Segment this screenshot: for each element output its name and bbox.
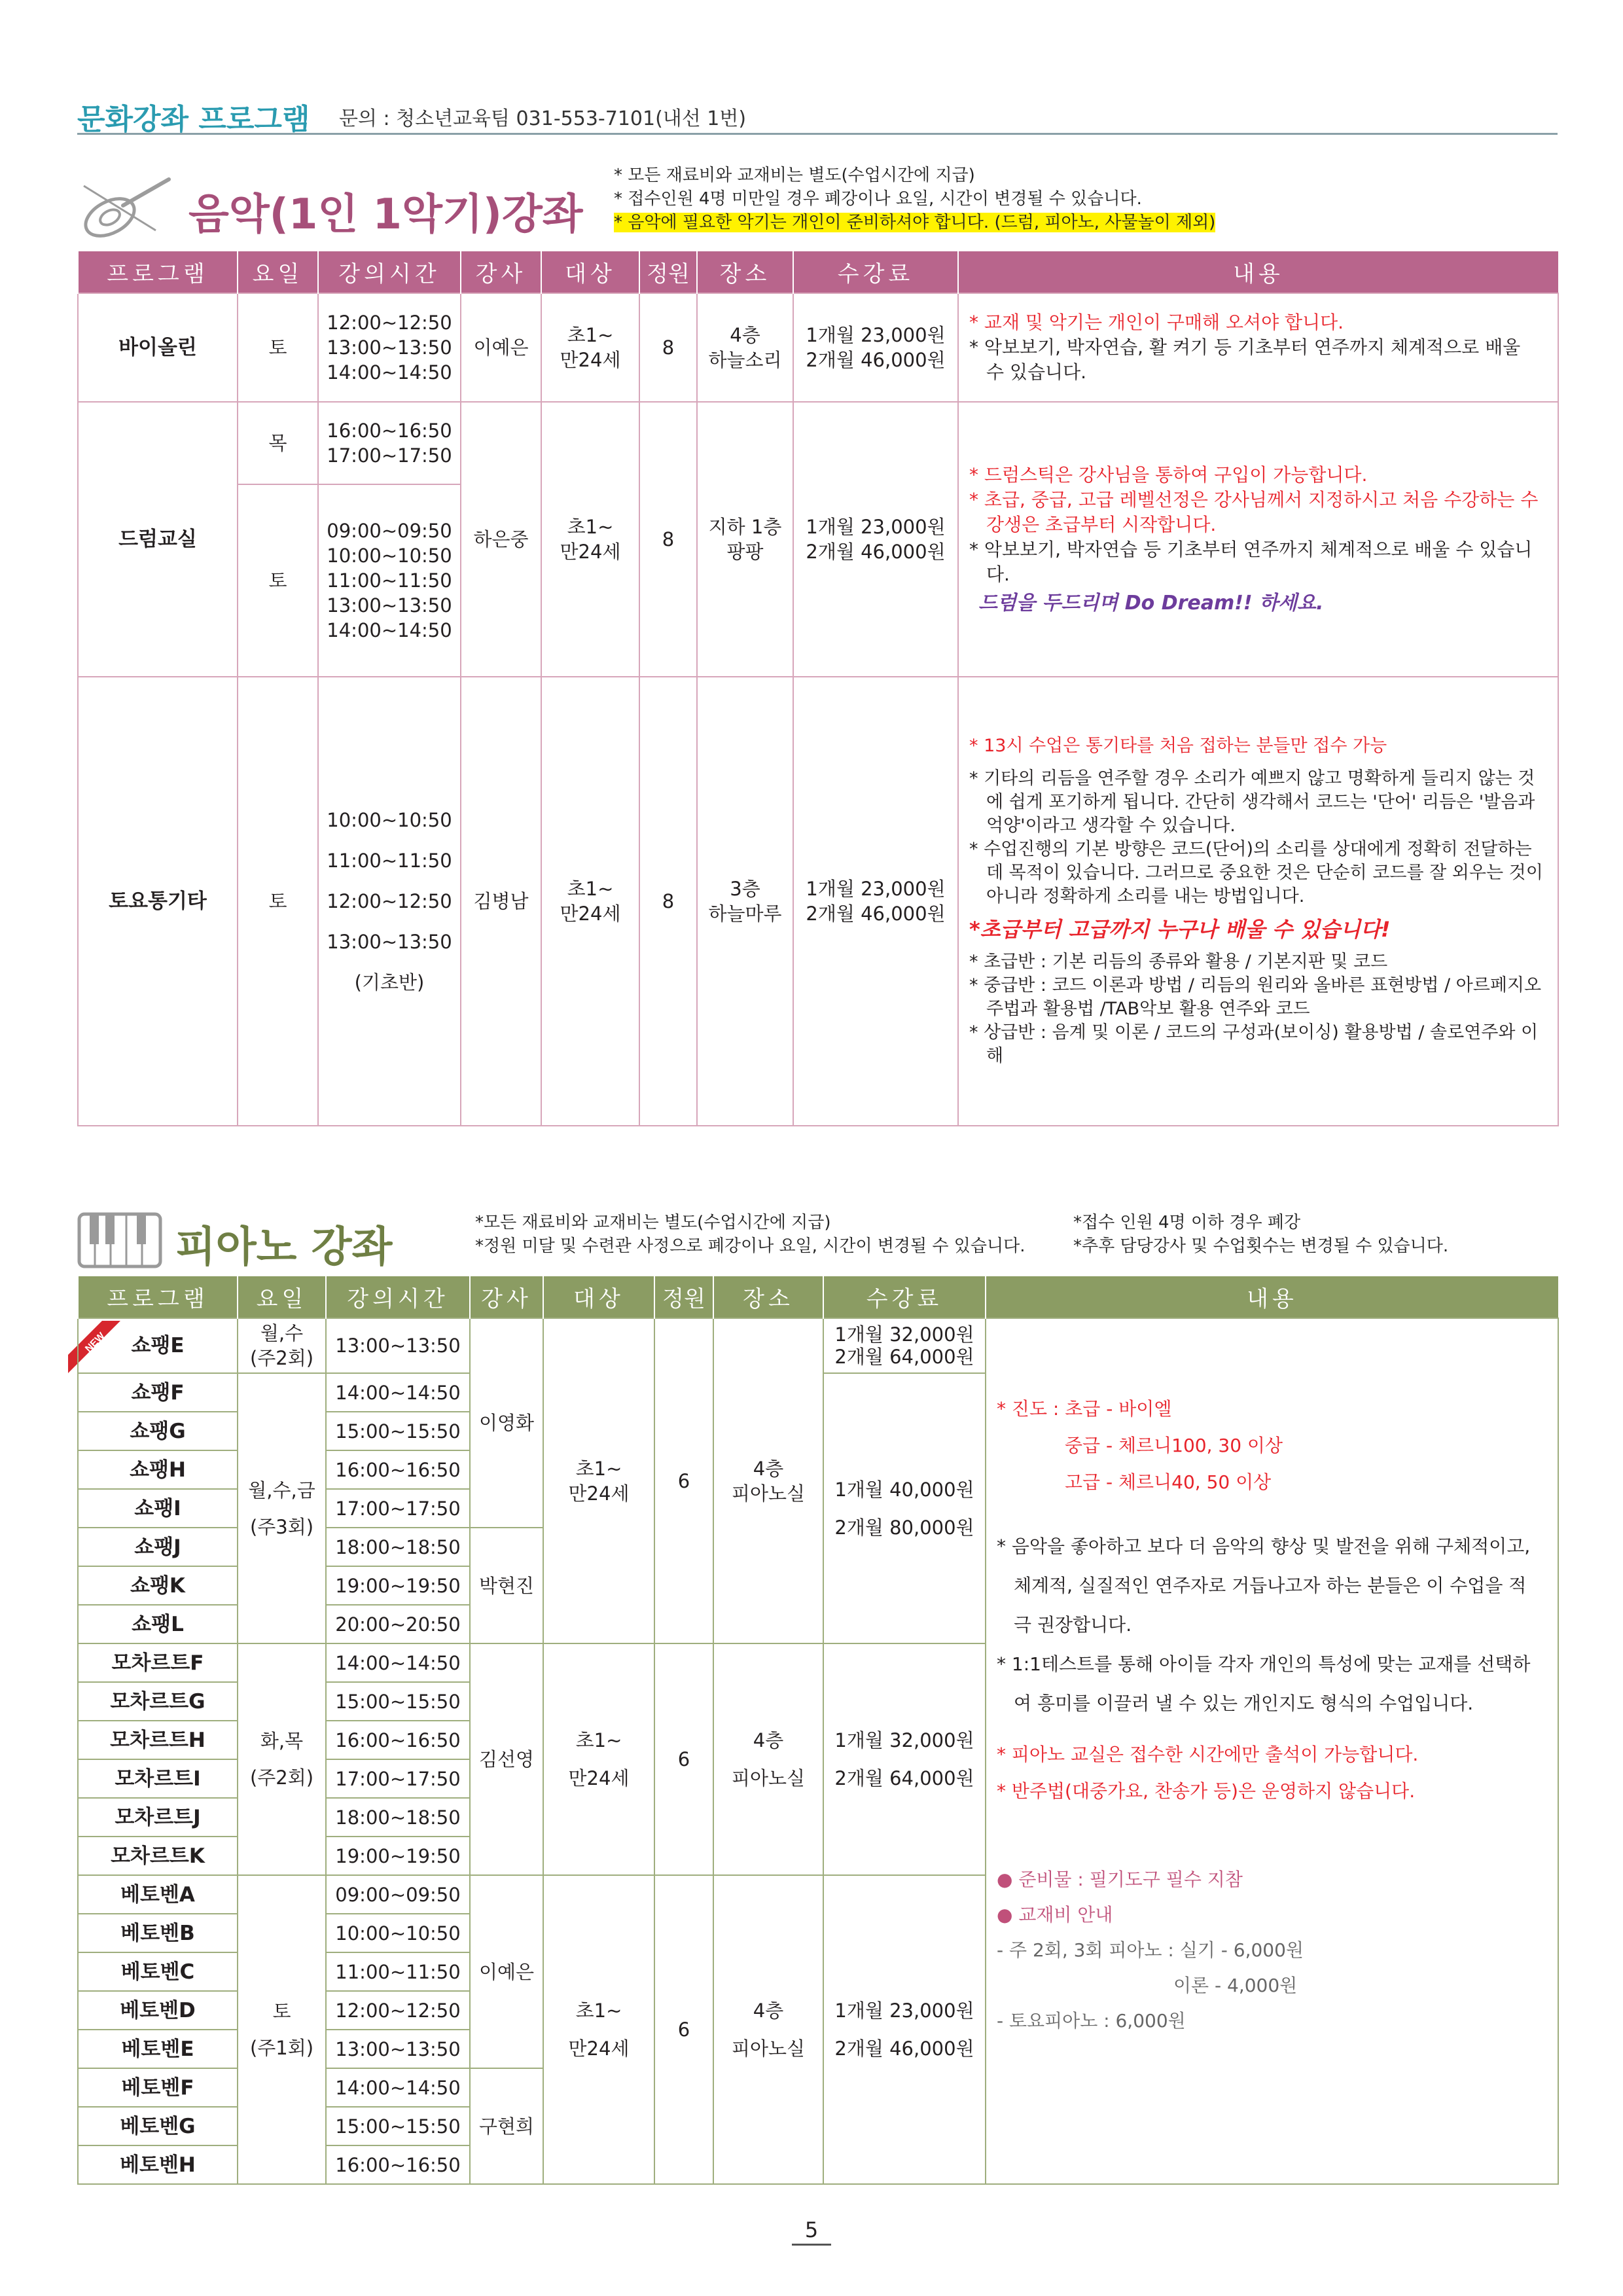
fee-line: 1개월 32,000원 — [834, 1323, 974, 1346]
content-line: * 진도 : 초급 - 바이엘 — [997, 1398, 1172, 1420]
col-teacher: 강사 — [461, 251, 541, 293]
target-line: 초1~ — [567, 324, 614, 346]
program-name: 베토벤G — [78, 2107, 238, 2145]
place-line: 지하 1층 — [708, 516, 782, 538]
new-badge-text: NEW — [82, 1330, 107, 1355]
place — [713, 1643, 823, 1875]
teacher: 이영화 — [470, 1318, 543, 1528]
program-name: 쇼팽L — [78, 1605, 238, 1643]
class-time: 14:00~14:50 — [326, 1373, 470, 1412]
content-line: * 수업진행의 기본 방향은 코드(단어)의 소리를 상대에게 정확히 전달하는데 목적이 있습니다. 그러므로 중요한 것은 단순히 코드를 잘 외우는 것이 아니라 정확하게 소리를 내는 방법입니다. — [969, 839, 1543, 906]
piano-keys-icon — [77, 1212, 162, 1268]
content-line: * 초급반 : 기본 리듬의 종류와 활용 / 기본지판 및 코드 — [969, 952, 1388, 972]
class-time: 09:00~09:50 — [326, 1875, 470, 1914]
class-time: 15:00~15:50 — [326, 1682, 470, 1721]
class-time: 19:00~19:50 — [326, 1566, 470, 1605]
time-slot: 11:00~11:50 — [327, 569, 452, 592]
target — [543, 1643, 654, 1875]
program-name: 모차르트J — [78, 1798, 238, 1837]
col-teacher: 강사 — [470, 1276, 543, 1318]
class-time: 10:00~10:50 — [326, 1914, 470, 1952]
program-name: 드럼교실 — [78, 402, 238, 677]
day-line: 월,수,금 — [248, 1479, 315, 1501]
program-name: 베토벤C — [78, 1952, 238, 1991]
time-slot: 14:00~14:50 — [327, 361, 452, 384]
class-time: 13:00~13:50 — [326, 2030, 470, 2068]
class-time: 18:00~18:50 — [326, 1528, 470, 1566]
fee-line: 2개월 46,000원 — [806, 903, 946, 925]
class-day: 토 — [238, 484, 318, 677]
class-day — [238, 1875, 326, 2184]
class-time: 12:00~12:50 — [326, 1991, 470, 2030]
program-name: 쇼팽H — [78, 1450, 238, 1489]
music-note-1: * 모든 재료비와 교재비는 별도(수업시간에 지급) — [614, 166, 975, 185]
piano-notes-right — [1073, 1211, 1448, 1258]
fee-line: 2개월 64,000원 — [834, 1767, 974, 1789]
day-line: (주3회) — [249, 1515, 314, 1538]
piano-section-title: 피아노 강좌 — [175, 1223, 393, 1272]
col-program: 프로그램 — [78, 1276, 238, 1318]
target — [541, 402, 639, 677]
col-capacity: 정원 — [654, 1276, 713, 1318]
content-line: - 주 2회, 3회 피아노 : 실기 - 6,000원 — [997, 1939, 1304, 1961]
piano-note: *접수 인원 4명 이하 경우 폐강 — [1073, 1213, 1301, 1232]
col-content: 내용 — [986, 1276, 1558, 1318]
teacher: 이예은 — [461, 293, 541, 402]
program-name: 베토벤A — [78, 1875, 238, 1914]
teacher: 이예은 — [470, 1875, 543, 2068]
col-day: 요일 — [238, 251, 318, 293]
page-number: 5 — [792, 2217, 831, 2246]
content-line: * 1:1테스트를 통해 아이들 각자 개인의 특성에 맞는 교재를 선택하여 흥미를 이끌러 낼 수 있는 개인지도 형식의 수업입니다. — [997, 1653, 1531, 1714]
content-line: ● 교재비 안내 — [997, 1904, 1113, 1926]
music-header-row — [78, 251, 1558, 293]
time-slot: 13:00~13:50 — [327, 931, 452, 953]
program-name: 모차르트G — [78, 1682, 238, 1721]
day-line: (주2회) — [249, 1347, 314, 1369]
fee-line: 1개월 23,000원 — [806, 878, 946, 900]
piano-table — [77, 1276, 1559, 2185]
table-row — [78, 293, 1558, 402]
fee-line: 1개월 23,000원 — [834, 2000, 974, 2022]
program-name: 바이올린 — [78, 293, 238, 402]
col-time: 강의시간 — [318, 251, 461, 293]
fee-line: 2개월 46,000원 — [834, 2037, 974, 2060]
capacity: 8 — [639, 402, 697, 677]
class-day: 토 — [238, 293, 318, 402]
day-line: 월,수 — [260, 1322, 304, 1344]
content-line: * 음악을 좋아하고 보다 더 음악의 향상 및 발전을 위해 구체적이고, 체계적, 실질적인 연주자로 거듭나고자 하는 분들은 이 수업을 적극 권장합니다. — [997, 1535, 1531, 1636]
capacity: 6 — [654, 1643, 713, 1875]
program-name: 쇼팽G — [78, 1412, 238, 1450]
target-line: 만24세 — [560, 349, 621, 371]
col-place: 장소 — [697, 251, 793, 293]
program-name: 베토벤H — [78, 2145, 238, 2184]
class-time: 11:00~11:50 — [326, 1952, 470, 1991]
fee-line: 2개월 64,000원 — [834, 1346, 974, 1368]
capacity: 6 — [654, 1318, 713, 1643]
class-day — [238, 1643, 326, 1875]
content — [986, 1318, 1558, 2184]
fee-line: 1개월 23,000원 — [806, 516, 946, 538]
class-time: 14:00~14:50 — [326, 1643, 470, 1682]
content-line: * 피아노 교실은 접수한 시간에만 출석이 가능합니다. — [997, 1744, 1419, 1765]
fee-line: 2개월 46,000원 — [806, 349, 946, 371]
class-time: 20:00~20:50 — [326, 1605, 470, 1643]
col-target: 대상 — [543, 1276, 654, 1318]
content-line: * 반주법(대중가요, 찬송가 등)은 운영하지 않습니다. — [997, 1780, 1416, 1802]
table-row — [78, 677, 1558, 1126]
place-line: 4층 — [753, 1729, 784, 1751]
class-day — [238, 1373, 326, 1643]
class-time: 16:00~16:50 — [326, 1721, 470, 1759]
col-capacity: 정원 — [639, 251, 697, 293]
table-row — [78, 402, 1558, 484]
place — [713, 1875, 823, 2184]
piano-note: *추후 담당강사 및 수업횟수는 변경될 수 있습니다. — [1073, 1236, 1449, 1256]
target-line: 만24세 — [568, 1482, 630, 1505]
col-place: 장소 — [713, 1276, 823, 1318]
target-line: 만24세 — [560, 903, 621, 925]
teacher: 김병남 — [461, 677, 541, 1126]
place-line: 하늘마루 — [708, 903, 782, 925]
day-line: 토 — [272, 2000, 291, 2022]
target-line: 초1~ — [567, 516, 614, 538]
fee-line: 1개월 40,000원 — [834, 1478, 974, 1501]
content-line: * 13시 수업은 통기타를 처음 접하는 분들만 접수 가능 — [969, 736, 1387, 756]
content-line: * 상급반 : 음계 및 이론 / 코드의 구성과(보이싱) 활용방법 / 솔로연주와 이해 — [969, 1022, 1539, 1066]
place-line: 피아노실 — [731, 1482, 806, 1505]
day-line: 화,목 — [260, 1730, 304, 1752]
class-time: 18:00~18:50 — [326, 1798, 470, 1837]
place-line: 하늘소리 — [708, 349, 782, 371]
program-name: 베토벤F — [78, 2068, 238, 2107]
teacher: 김선영 — [470, 1643, 543, 1875]
program-name: 모차르트I — [78, 1759, 238, 1798]
program-name: 베토벤E — [78, 2030, 238, 2068]
place-line: 팡팡 — [726, 541, 764, 563]
time-slot: (기초반) — [354, 971, 425, 994]
content-line: - 토요피아노 : 6,000원 — [997, 2010, 1186, 2032]
teacher: 하은중 — [461, 402, 541, 677]
program-name: 모차르트K — [78, 1837, 238, 1875]
content-line: * 드럼스틱은 강사님을 통하여 구입이 가능합니다. — [969, 464, 1368, 486]
fee — [793, 402, 958, 677]
class-day: 목 — [238, 402, 318, 484]
program-name: 쇼팽J — [78, 1528, 238, 1566]
music-note-3: * 음악에 필요한 악기는 개인이 준비하셔야 합니다. (드럼, 피아노, 사물놀이 제외) — [614, 213, 1216, 232]
content — [958, 293, 1558, 402]
fee — [823, 1875, 986, 2184]
music-section-title: 음악(1인 1악기)강좌 — [188, 190, 583, 239]
class-times — [318, 484, 461, 677]
class-times — [318, 677, 461, 1126]
content-line: * 기타의 리듬을 연주할 경우 소리가 예쁘지 않고 명확하게 들리지 않는 것에 쉽게 포기하게 됩니다. 간단히 생각해서 코드는 '단어' 리듬은 '발음과 억양'이라고 생각할 수 있습니다. — [969, 768, 1535, 836]
class-day: 토 — [238, 677, 318, 1126]
piano-note: *정원 미달 및 수련관 사정으로 폐강이나 요일, 시간이 변경될 수 있습니다. — [475, 1236, 1026, 1256]
piano-note: *모든 재료비와 교재비는 별도(수업시간에 지급) — [475, 1213, 831, 1232]
target-line: 초1~ — [575, 1457, 622, 1480]
content-line: * 중급반 : 코드 이론과 방법 / 리듬의 원리와 올바른 표현방법 / 아르페지오 주법과 활용법 /TAB악보 활용 연주와 코드 — [969, 975, 1542, 1019]
music-section-head — [77, 168, 1558, 246]
content-line: * 교재 및 악기는 개인이 구매해 오셔야 합니다. — [969, 312, 1344, 333]
class-time: 15:00~15:50 — [326, 1412, 470, 1450]
class-time: 19:00~19:50 — [326, 1837, 470, 1875]
piano-notes-left — [475, 1211, 1026, 1258]
class-time: 17:00~17:50 — [326, 1489, 470, 1528]
target-line: 만24세 — [560, 541, 621, 563]
program-name: 베토벤D — [78, 1991, 238, 2030]
content-line: 중급 - 체르니100, 30 이상 — [1065, 1435, 1283, 1456]
fee — [823, 1318, 986, 1373]
place-line: 3층 — [730, 878, 760, 900]
capacity: 6 — [654, 1875, 713, 2184]
program-name: 모차르트H — [78, 1721, 238, 1759]
col-content: 내용 — [958, 251, 1558, 293]
drum-slogan: 드럼을 두드리며 Do Dream!! 하세요. — [978, 592, 1324, 615]
contact-info: 문의 : 청소년교육팀 031-553-7101(내선 1번) — [339, 107, 747, 130]
teacher: 구현희 — [470, 2068, 543, 2184]
fee-line: 1개월 32,000원 — [834, 1729, 974, 1751]
day-line: (주1회) — [249, 2037, 314, 2059]
place-line: 4층 — [730, 324, 760, 346]
capacity: 8 — [639, 293, 697, 402]
place — [697, 677, 793, 1126]
music-notes — [614, 164, 1215, 234]
content-line: ● 준비물 : 필기도구 필수 지참 — [997, 1869, 1243, 1890]
fee — [823, 1373, 986, 1643]
program-name: 쇼팽I — [78, 1489, 238, 1528]
violin-icon — [77, 173, 175, 238]
time-slot: 13:00~13:50 — [327, 594, 452, 617]
target — [541, 677, 639, 1126]
music-table — [77, 251, 1559, 1126]
fee — [793, 677, 958, 1126]
piano-header-row — [78, 1276, 1558, 1318]
col-time: 강의시간 — [326, 1276, 470, 1318]
content-line: * 악보보기, 박자연습 등 기초부터 연주까지 체계적으로 배울 수 있습니다. — [969, 539, 1533, 585]
class-time: 14:00~14:50 — [326, 2068, 470, 2107]
program-name: 모차르트F — [78, 1643, 238, 1682]
class-time: 16:00~16:50 — [326, 1450, 470, 1489]
table-row — [78, 1318, 1558, 1373]
content — [958, 402, 1558, 677]
guitar-slogan: *초급부터 고급까지 누구나 배울 수 있습니다! — [969, 917, 1391, 942]
class-time: 13:00~13:50 — [326, 1318, 470, 1373]
place — [697, 293, 793, 402]
teacher: 박현진 — [470, 1528, 543, 1643]
time-slot: 14:00~14:50 — [327, 619, 452, 641]
place — [697, 402, 793, 677]
fee-line: 2개월 46,000원 — [806, 541, 946, 563]
fee — [823, 1643, 986, 1875]
time-slot: 16:00~16:50 — [327, 420, 452, 442]
program-name: 쇼팽E — [78, 1318, 238, 1373]
col-fee: 수강료 — [823, 1276, 986, 1318]
class-times — [318, 402, 461, 484]
program-name: 쇼팽K — [78, 1566, 238, 1605]
time-slot: 10:00~10:50 — [327, 545, 452, 567]
time-slot: 12:00~12:50 — [327, 890, 452, 912]
time-slot: 11:00~11:50 — [327, 850, 452, 872]
class-time: 15:00~15:50 — [326, 2107, 470, 2145]
music-note-2: * 접수인원 4명 미만일 경우 폐강이나 요일, 시간이 변경될 수 있습니다. — [614, 189, 1142, 209]
class-time: 17:00~17:50 — [326, 1759, 470, 1798]
target-line: 만24세 — [568, 2037, 630, 2060]
program-name: 토요통기타 — [78, 677, 238, 1126]
class-times — [318, 293, 461, 402]
piano-section-head — [77, 1204, 1558, 1270]
content-line: * 초급, 중급, 고급 레벨선정은 강사님께서 지정하시고 처음 수강하는 수강생은 초급부터 시작합니다. — [969, 489, 1539, 535]
target-line: 초1~ — [575, 1729, 622, 1751]
fee-line: 1개월 23,000원 — [806, 324, 946, 346]
program-name: 베토벤B — [78, 1914, 238, 1952]
target — [541, 293, 639, 402]
target — [543, 1318, 654, 1643]
fee-line: 2개월 80,000원 — [834, 1516, 974, 1539]
place — [713, 1318, 823, 1643]
class-time: 16:00~16:50 — [326, 2145, 470, 2184]
time-slot: 12:00~12:50 — [327, 312, 452, 334]
page-header — [77, 92, 1558, 135]
class-day — [238, 1318, 326, 1373]
day-line: (주2회) — [249, 1767, 314, 1789]
content-line: * 악보보기, 박자연습, 활 켜기 등 기초부터 연주까지 체계적으로 배울 수 있습니다. — [969, 336, 1521, 383]
capacity: 8 — [639, 677, 697, 1126]
target-line: 초1~ — [567, 878, 614, 900]
time-slot: 17:00~17:50 — [327, 444, 452, 467]
target — [543, 1875, 654, 2184]
time-slot: 10:00~10:50 — [327, 809, 452, 831]
col-target: 대상 — [541, 251, 639, 293]
content-line: 고급 - 체르니40, 50 이상 — [1065, 1471, 1272, 1493]
page-title: 문화강좌 프로그램 — [77, 103, 310, 136]
content-line: 이론 - 4,000원 — [1173, 1975, 1298, 1996]
program-name: 쇼팽F — [78, 1373, 238, 1412]
place-line: 피아노실 — [731, 2037, 806, 2060]
place-line: 피아노실 — [731, 1767, 806, 1789]
target-line: 초1~ — [575, 2000, 622, 2022]
time-slot: 13:00~13:50 — [327, 336, 452, 359]
col-fee: 수강료 — [793, 251, 958, 293]
place-line: 4층 — [753, 2000, 784, 2022]
time-slot: 09:00~09:50 — [327, 520, 452, 542]
place-line: 4층 — [753, 1457, 784, 1480]
col-program: 프로그램 — [78, 251, 238, 293]
target-line: 만24세 — [568, 1767, 630, 1789]
fee — [793, 293, 958, 402]
content — [958, 677, 1558, 1126]
col-day: 요일 — [238, 1276, 326, 1318]
